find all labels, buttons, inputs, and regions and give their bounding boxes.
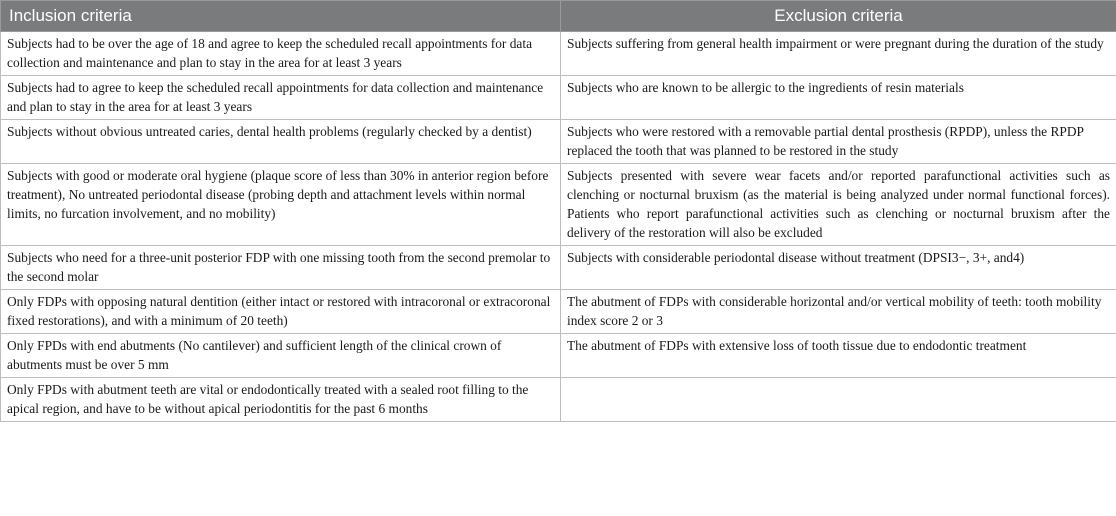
table-row (1, 164, 1116, 246)
table-row (1, 246, 1116, 290)
exclusion-cell: The abutment of FDPs with extensive loss of tooth tissue due to endodontic treatment (561, 334, 1116, 378)
inclusion-cell: Subjects with good or moderate oral hygiene (plaque score of less than 30% in anterior region before treatment), No untreated periodontal disease (probing depth and attachment levels within normal limits, no furcation involvement, and no mobility) (1, 164, 561, 246)
exclusion-cell: Subjects who were restored with a removable partial dental prosthesis (RPDP), unless the RPDP replaced the tooth that was planned to be restored in the study (561, 120, 1116, 164)
inclusion-cell: Subjects had to be over the age of 18 and agree to keep the scheduled recall appointments for data collection and maintenance and plan to stay in the area for at least 3 years (1, 32, 561, 76)
inclusion-cell: Subjects who need for a three-unit posterior FDP with one missing tooth from the second premolar to the second molar (1, 246, 561, 290)
inclusion-cell: Subjects had to agree to keep the scheduled recall appointments for data collection and maintenance and plan to stay in the area for at least 3 years (1, 76, 561, 120)
table-row (1, 120, 1116, 164)
header-row (1, 1, 1116, 32)
exclusion-cell: Subjects with considerable periodontal disease without treatment (DPSI3−, 3+, and4) (561, 246, 1116, 290)
inclusion-header: Inclusion criteria (1, 1, 561, 32)
table-row (1, 334, 1116, 378)
inclusion-cell: Only FPDs with abutment teeth are vital or endodontically treated with a sealed root filling to the apical region, and have to be without apical periodontitis for the past 6 months (1, 378, 561, 422)
inclusion-cell: Only FDPs with opposing natural dentition (either intact or restored with intracoronal or extracoronal fixed restorations), and with a minimum of 20 teeth) (1, 290, 561, 334)
exclusion-cell: Subjects presented with severe wear facets and/or reported parafunctional activities such as clenching or nocturnal bruxism (as the material is being analyzed under normal functional forces). Patients who report parafunctional activities such as clenching or nocturnal bruxism after the delivery of the restoration will also be excluded (561, 164, 1116, 246)
exclusion-cell: Subjects suffering from general health impairment or were pregnant during the duration of the study (561, 32, 1116, 76)
exclusion-cell: Subjects who are known to be allergic to the ingredients of resin materials (561, 76, 1116, 120)
inclusion-cell: Only FPDs with end abutments (No cantilever) and sufficient length of the clinical crown of abutments must be over 5 mm (1, 334, 561, 378)
exclusion-header: Exclusion criteria (561, 1, 1116, 32)
exclusion-cell: The abutment of FDPs with considerable horizontal and/or vertical mobility of teeth: tooth mobility index score 2 or 3 (561, 290, 1116, 334)
table-row (1, 290, 1116, 334)
table-row (1, 76, 1116, 120)
inclusion-cell: Subjects without obvious untreated caries, dental health problems (regularly checked by a dentist) (1, 120, 561, 164)
table-row (1, 378, 1116, 422)
exclusion-cell (561, 378, 1116, 422)
table-row (1, 32, 1116, 76)
